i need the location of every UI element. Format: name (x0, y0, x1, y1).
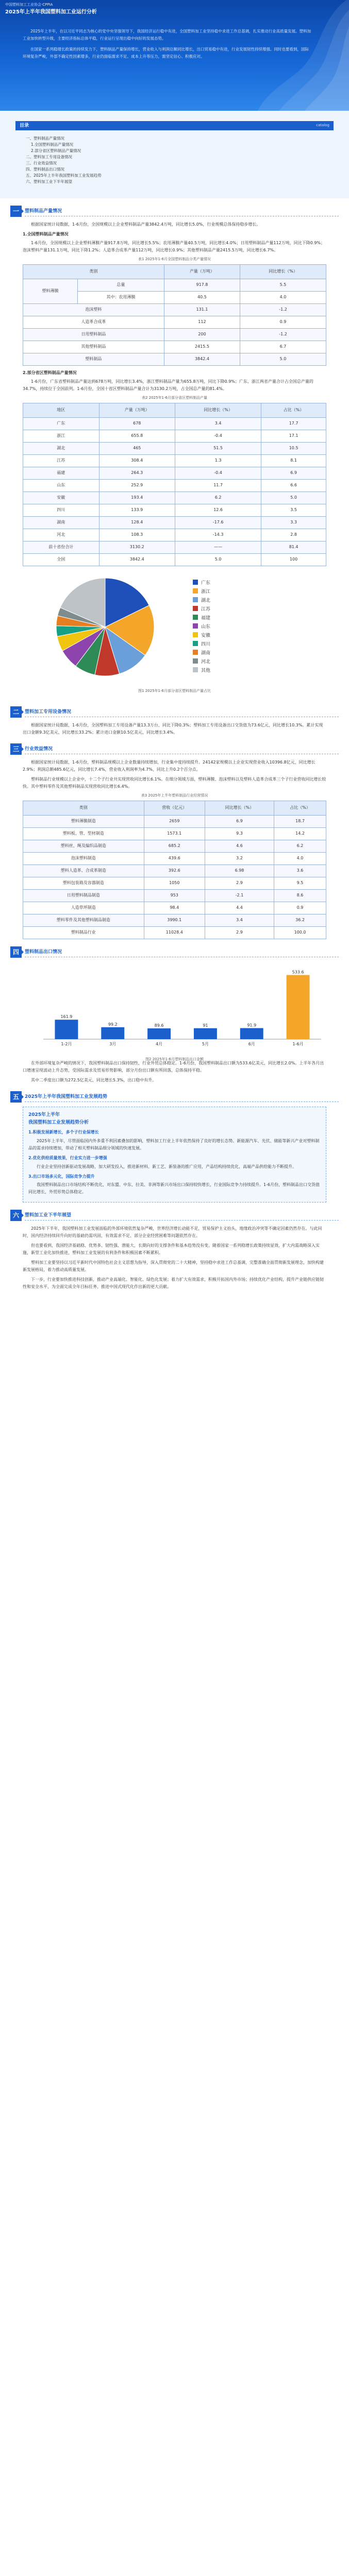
section-header (10, 1091, 339, 1103)
table-cell: 四川 (23, 504, 99, 516)
table-cell: 前十省份合计 (23, 541, 99, 553)
province-pie-chart (23, 570, 326, 684)
table-cell: 3842.4 (99, 553, 175, 566)
legend-label: 湖南 (201, 650, 211, 656)
table-header-cell: 占比（%） (274, 801, 326, 816)
table-row (23, 865, 326, 877)
table-row (23, 840, 326, 853)
trend-box-subtitle: 我国塑料加工业发展趋势分析 (28, 1120, 89, 1125)
table-cell: 塑料包装箱及容器制造 (23, 877, 144, 890)
table-cell: 11.7 (175, 479, 261, 492)
catalog-item[interactable]: 六、塑料加工业下半年展望 (26, 179, 72, 184)
paragraph: 1-6月份，全国规模以上企业塑料薄膜产量917.8万吨，同比增长5.5%；农用薄膜产量40.5万吨，同比增长4.0%；日用塑料制品产量112万吨，同比下降0.9%；泡沫塑料产量131.1万吨，同比下降1.2%；人造革合成革产量112万吨，同比增长0.9%；其他塑料制品产量2415.5万吨，同比增长6.7%。 (23, 240, 325, 252)
table-caption: 表1 2025年1-6月全国塑料制品分类产量情况 (138, 257, 211, 261)
table-cell: 塑料制品 (23, 353, 164, 365)
table-cell: 655.8 (99, 430, 175, 442)
table-cell: 3.2 (205, 853, 274, 865)
table-cell: 塑料丝、绳及编织品制造 (23, 840, 144, 853)
table-cell: 264.3 (99, 467, 175, 479)
table-cell: 133.9 (99, 504, 175, 516)
table-cell: -1.2 (240, 328, 326, 341)
table-cell: 塑料人造革、合成革制造 (23, 865, 144, 877)
section-header (10, 946, 339, 958)
legend-label: 河北 (201, 659, 211, 665)
legend-swatch (193, 588, 198, 594)
legend-label: 山东 (201, 624, 211, 630)
section-body (23, 722, 326, 736)
table-cell: 塑料薄膜制造 (23, 816, 144, 828)
table-cell: 浙江 (23, 430, 99, 442)
table-cell: 全国 (23, 553, 99, 566)
table-row (23, 316, 326, 328)
paragraph: 但也要看到，我国经济基础稳、优势多、韧性强、潜能大，长期向好的支撑条件和基本趋势没有变。随着国家一系列稳增长政策持续显效，扩大内需战略深入实施，新型工业化加快推进，塑料加工业发展的有利条件和积极因素不断累积。 (23, 1243, 320, 1256)
subheading: 1.积极发展新增长，多个子行业保增长 (28, 1129, 99, 1134)
table-cell: -0.4 (175, 467, 261, 479)
production-table (23, 264, 326, 366)
table-cell: -17.6 (175, 516, 261, 529)
table-header-row (23, 403, 326, 417)
table-caption: 表2 2025年1-6月部分省区塑料制品产量 (142, 395, 207, 400)
table-cell: 其中：农用薄膜 (77, 291, 164, 303)
legend-swatch (193, 632, 198, 637)
table-cell: 108.3 (99, 529, 175, 541)
bar-value-label: 99.2 (108, 1022, 118, 1027)
table-cell: 2415.5 (164, 341, 240, 353)
pie-chart-area (23, 570, 326, 699)
table-cell: 1.3 (175, 454, 261, 467)
table-cell: 2.9 (205, 877, 274, 890)
section-number: 六 (10, 1210, 22, 1221)
bar (101, 1027, 124, 1039)
table-cell: -1.2 (240, 303, 326, 316)
table-cell: 14.2 (274, 828, 326, 840)
table-cell: 12.6 (175, 504, 261, 516)
table-row (23, 927, 326, 939)
table-cell: 2659 (144, 816, 205, 828)
province-table (23, 403, 326, 566)
table-cell: 98.4 (144, 902, 205, 914)
table-cell: 5.0 (261, 492, 326, 504)
catalog-item[interactable]: 2.部分省区塑料制品产量情况 (31, 148, 81, 153)
table-cell: 6.2 (175, 492, 261, 504)
table-header-cell: 产量（万吨） (99, 403, 175, 417)
hero-banner (0, 0, 349, 111)
table-cell: 252.9 (99, 479, 175, 492)
table-cell: 3.4 (175, 417, 261, 430)
bar (194, 1028, 217, 1039)
table-cell: 湖北 (23, 442, 99, 454)
subheading: 2.优化供给质量效果，行业实力进一步增强 (28, 1155, 107, 1160)
export-bar-chart (23, 962, 326, 1052)
table-row (23, 454, 326, 467)
catalog-item[interactable]: 一、塑料制品产量情况 (26, 136, 64, 141)
table-cell: 0.9 (240, 316, 326, 328)
table-cell: 81.4 (261, 541, 326, 553)
table-cell: 100 (261, 553, 326, 566)
paragraph: 根据国家统计局数据，1-6月份，全国规模以上企业塑料制品产量3842.4万吨，同比增长5.0%，行业规模总体保持稳步增长。 (31, 222, 261, 227)
table-cell: 4.0 (274, 853, 326, 865)
table-cell: 193.4 (99, 492, 175, 504)
section-title: 塑料加工业下半年展望 (25, 1213, 72, 1218)
table-cell: 17.7 (261, 417, 326, 430)
table-header-row (23, 264, 326, 279)
catalog-title-en: catalog (316, 123, 329, 127)
table-cell: 5.0 (175, 553, 261, 566)
bar-value-label: 161.9 (60, 1014, 73, 1020)
table-header-cell: 营收（亿元） (144, 801, 205, 816)
paragraph: 2025年上半年，尽管面临国内外多重不利因素叠加的影响，塑料加工行业上半年依然保持了良好的增长态势。新能源汽车、光伏、储能等新兴产业对塑料制品的需求持续增加，带动了相关塑料制品细分领域的快速发展。 (28, 1138, 320, 1150)
table-row (23, 303, 326, 316)
paragraph: 根据国家统计局数据，1-6月份，塑料制品规模以上企业数量持续增加，行业集中度持续提升。24142家规模以上企业实现营业收入10396.8亿元，同比增长2.9%；利润总额485.6亿元，同比增长7.4%，营业收入利润率为4.7%，同比上升0.2个百分点。 (23, 759, 315, 772)
legend-swatch (193, 606, 198, 611)
table-row (23, 914, 326, 927)
table-cell: 10.5 (261, 442, 326, 454)
table-header-cell: 同比增长（%） (240, 264, 326, 279)
paragraph: 塑料加工业要坚持以习近平新时代中国特色社会主义思想为指导，深入贯彻党的二十大精神，坚持稳中求进工作总基调，完整准确全面贯彻新发展理念，加快构建新发展格局，着力推动高质量发展。 (23, 1260, 324, 1273)
table-cell: 日用塑料制品 (23, 328, 164, 341)
legend-label: 湖北 (201, 598, 211, 603)
bar (55, 1020, 78, 1039)
intro-paragraph: 2025年上半年，在以习近平同志为核心的党中央坚强领导下，我国经济运行稳中有进，全国塑料加工业坚持稳中求进工作总基调，扎实推动行业高质量发展。塑料加工业加快转型升级，主要经济指标总体平稳，行业运行呈现出稳中向好的发展态势。 (23, 29, 311, 41)
section-header (10, 743, 339, 755)
section-body (23, 759, 326, 939)
paragraph: 1-6月份，广东省塑料制品产量达到678万吨，同比增长3.4%，浙江塑料制品产量为655.8万吨，同比下降0.9%；广东、浙江两省产量合计占全国总产量的34.7%，持续位于全国前列。1-6月份，全国十省区塑料制品产量合计为3130.2万吨，占全国总产量的81.4%。 (23, 379, 313, 391)
table-cell: -2.1 (205, 890, 274, 902)
table-cell: 9.5 (274, 877, 326, 890)
table-cell: 0.9 (274, 902, 326, 914)
table-row (23, 541, 326, 553)
table-row (23, 890, 326, 902)
paragraph: 其中二季度出口额为272.5亿美元，同比增长5.3%，出口稳中有升。 (31, 1078, 157, 1083)
table-cell: 51.5 (175, 442, 261, 454)
org-name: 中国塑料加工工业协会·CPPIA (5, 3, 53, 7)
table-cell: —— (175, 541, 261, 553)
table-row (23, 467, 326, 479)
legend-label: 四川 (201, 641, 211, 647)
table-row (23, 853, 326, 865)
table-cell: 塑料零件及其他塑料制品制造 (23, 914, 144, 927)
table-cell: 6.9 (205, 816, 274, 828)
table-caption: 表3 2025年上半年塑料制品行业经营情况 (141, 793, 208, 798)
section-title: 塑料加工专用设备情况 (25, 709, 72, 715)
table-cell: 18.7 (274, 816, 326, 828)
legend-swatch (193, 650, 198, 655)
bar-value-label: 91 (203, 1023, 208, 1028)
catalog-bar (15, 121, 334, 130)
table-cell: 112 (164, 316, 240, 328)
table-row (23, 516, 326, 529)
catalog-title: 目录 (20, 123, 29, 128)
table-cell: 6.6 (261, 479, 326, 492)
table-header-row (23, 801, 326, 816)
intro-text (23, 28, 311, 63)
table-row (23, 529, 326, 541)
x-tick-label: 6月 (248, 1042, 255, 1047)
section-title: 塑料制品出口情况 (25, 950, 62, 955)
paragraph: 塑料制品行业规模以上企业中，十二个子行业共实现营收同比增长6.1%。在细分领域方面，塑料薄膜、泡沫塑料以及塑料人造革合成革三个子行业营收同比增长较快。其中塑料零件及其他塑料制品实现营收同比增长6.4%。 (23, 776, 326, 789)
table-cell: 439.6 (144, 853, 205, 865)
table-cell: 塑料制品行业 (23, 927, 144, 939)
legend-swatch (193, 580, 198, 585)
x-tick-label: 4月 (156, 1042, 163, 1047)
chart-caption: 图2 2025年1-6月塑料制品出口金额 (145, 1057, 204, 1061)
legend-swatch (193, 623, 198, 629)
x-tick-label: 1-2月 (61, 1042, 72, 1047)
subheading: 1.全国塑料制品产量情况 (23, 232, 69, 236)
legend-swatch (193, 658, 198, 664)
chart-caption: 图1 2025年1-6月部分省区塑料制品产量占比 (138, 688, 211, 693)
bar (147, 1028, 171, 1039)
section-title: 2025年上半年我国塑料加工业发展趋势 (25, 1094, 108, 1100)
table-cell: 山东 (23, 479, 99, 492)
table-row (23, 430, 326, 442)
table-cell: 917.8 (164, 279, 240, 291)
table-header-cell: 同比增长（%） (175, 403, 261, 417)
table-cell: 36.2 (274, 914, 326, 927)
table-cell: 953 (144, 890, 205, 902)
table-cell: 湖南 (23, 516, 99, 529)
section-divider (25, 1220, 339, 1221)
catalog-section (0, 111, 349, 198)
table-cell: 465 (99, 442, 175, 454)
section-header (10, 206, 339, 217)
bar (287, 975, 310, 1040)
table-cell: 6.98 (205, 865, 274, 877)
table-row (23, 341, 326, 353)
table-cell: 3.3 (261, 516, 326, 529)
table-cell: 3130.2 (99, 541, 175, 553)
table-cell: 3990.1 (144, 914, 205, 927)
table-cell: 5.5 (240, 279, 326, 291)
table-row (23, 479, 326, 492)
table-cell: 308.4 (99, 454, 175, 467)
paragraph: 在外部环境复杂严峻的情况下，我国塑料制品出口保持韧性，行业外贸总体稳定。1-6月份，我国塑料制品出口额为533.6亿美元，同比增长2.0%。上半年各月出口增速呈现波动上升态势，受国际需求及贸易形势影响，部分月份出口额有所回落，总体保持平稳。 (23, 1061, 324, 1073)
table-cell: 4.0 (240, 291, 326, 303)
table-cell: 总量 (77, 279, 164, 291)
table-cell: 2.8 (261, 529, 326, 541)
section-number: 一 (10, 206, 22, 217)
section-number: 四 (10, 946, 22, 958)
revenue-table (23, 801, 326, 939)
section-number: 二 (10, 706, 22, 718)
table-cell: 泡沫塑料 (23, 303, 164, 316)
table-cell: 广东 (23, 417, 99, 430)
table-cell: 日用塑料制品制造 (23, 890, 144, 902)
table-cell: 6.9 (261, 467, 326, 479)
table-cell: 2.9 (205, 927, 274, 939)
table-header-cell: 地区 (23, 403, 99, 417)
legend-swatch (193, 597, 198, 602)
legend-label: 浙江 (201, 589, 211, 595)
table-header-cell: 类别 (23, 264, 164, 279)
table-cell: 3.4 (205, 914, 274, 927)
table-cell: 塑料板、管、型材制造 (23, 828, 144, 840)
catalog-item[interactable]: 1.全国塑料制品产量情况 (31, 142, 74, 147)
section-body (23, 221, 326, 566)
section-number: 五 (10, 1091, 22, 1103)
table-header-cell: 占比（%） (261, 403, 326, 417)
legend-label: 江苏 (201, 606, 211, 612)
table-header-cell: 类别 (23, 801, 144, 816)
table-row (23, 902, 326, 914)
legend-label: 其他 (201, 668, 211, 673)
table-cell: 678 (99, 417, 175, 430)
table-cell: 福建 (23, 467, 99, 479)
table-row (23, 504, 326, 516)
section-header (10, 706, 339, 718)
table-row (23, 328, 326, 341)
paragraph: 行业企业坚持创新驱动发展战略，加大研发投入，推进新材料、新工艺、新装备的推广应用，产品结构持续优化，高端产品供给能力不断提升。 (37, 1164, 296, 1169)
table-row (23, 553, 326, 566)
table-cell: 131.1 (164, 303, 240, 316)
table-cell: 8.1 (261, 454, 326, 467)
bar-value-label: 89.6 (154, 1023, 164, 1028)
intro-paragraph: 在国家一系列稳增长政策的持续发力下，塑料制品产量保持增长，营业收入与利润总额同比增长，出口贸易稳中有进，行业发展韧性持续增强。同时也要看到，国际环境复杂严峻，外部不确定性因素增多，行业仍面临需求不足、成本上升等压力，需坚定信心、积极应对。 (23, 46, 309, 59)
table-cell: 3.6 (274, 865, 326, 877)
table-cell: 其他塑料制品 (23, 341, 164, 353)
table-cell: 江苏 (23, 454, 99, 467)
trend-box-title: 2025年上半年 (28, 1112, 60, 1118)
paragraph: 2025年下半年，我国塑料加工业发展面临的外部环境依然复杂严峻，世界经济增长动能不足，贸易保护主义抬头，地缘政治冲突等不确定因素仍然存在。与此同时，国内经济持续回升向好的基础仍需巩固，有效需求不足、部分企业经营困难等问题依然存在。 (23, 1226, 322, 1239)
table-cell: 5.0 (240, 353, 326, 365)
table-cell: 安徽 (23, 492, 99, 504)
catalog-item[interactable]: 五、2025年上半年我国塑料加工业发展趋势 (26, 173, 102, 178)
table-cell: 人造草坪制造 (23, 902, 144, 914)
table-cell: 4.6 (205, 840, 274, 853)
section-number: 三 (10, 743, 22, 755)
table-row (23, 442, 326, 454)
bar (240, 1028, 263, 1039)
table-cell: 1573.1 (144, 828, 205, 840)
legend-swatch (193, 615, 198, 620)
x-tick-label: 3月 (109, 1042, 117, 1047)
table-cell: 128.4 (99, 516, 175, 529)
section-header (10, 1210, 339, 1221)
table-cell: -0.4 (175, 430, 261, 442)
legend-label: 福建 (201, 615, 211, 621)
table-cell: 17.1 (261, 430, 326, 442)
table-row (23, 279, 326, 291)
legend-label: 广东 (201, 580, 211, 586)
table-row (23, 828, 326, 840)
table-cell: 685.2 (144, 840, 205, 853)
catalog-item[interactable]: 二、塑料加工专用设备情况 (26, 155, 72, 159)
catalog-item[interactable]: 四、塑料制品出口情况 (26, 167, 64, 172)
table-row (23, 353, 326, 365)
table-cell: 人造革合成革 (23, 316, 164, 328)
paragraph: 我国塑料制品出口市场结构不断优化，对东盟、中东、拉美、非洲等新兴市场出口保持较快增长，行业国际竞争力持续提升。1-6月份，塑料制品出口交货值同比增长，外贸形势总体稳定。 (28, 1182, 320, 1195)
table-cell: 3842.4 (164, 353, 240, 365)
legend-swatch (193, 667, 198, 672)
paragraph: 根据国家统计局数据，1-6月份，全国塑料加工专用设备产量13.3万台，同比下降0.3%；塑料加工专用设备出口交货值为73.6亿元，同比增长10.3%。累计实现出口金额9.3亿美元，同比增长33.2%；累计进口金额10.5亿美元，同比增长3.4%。 (23, 722, 323, 735)
bar-value-label: 533.6 (292, 970, 304, 975)
subheading: 3.出口市场多元化，国际竞争力提升 (28, 1174, 95, 1179)
subheading: 2.部分省区塑料制品产量情况 (23, 370, 77, 375)
paragraph: 下一步，行业要加快推进科技创新，推动产业高端化、智能化、绿色化发展；着力扩大有效需求，积极开拓国内外市场；持续优化产业结构，提升产业链供应链韧性和安全水平，为全面完成全年目标任务、推进中国式现代化作出新的更大贡献。 (23, 1277, 324, 1290)
table-cell: 40.5 (164, 291, 240, 303)
table-cell: 4.4 (205, 902, 274, 914)
table-cell: 9.3 (205, 828, 274, 840)
section-body (23, 1225, 326, 1291)
table-header-cell: 同比增长（%） (205, 801, 274, 816)
table-cell: 泡沫塑料制造 (23, 853, 144, 865)
export-chart-area (23, 962, 326, 1060)
table-cell: 100.0 (274, 927, 326, 939)
x-tick-label: 1-6月 (292, 1042, 304, 1047)
catalog-item[interactable]: 三、行业效益情况 (26, 161, 57, 165)
table-row (23, 417, 326, 430)
table-cell: -14.3 (175, 529, 261, 541)
page-title: 2025年上半年我国塑料加工业运行分析 (5, 9, 97, 15)
section-body (23, 962, 326, 1084)
section-divider (25, 1101, 339, 1102)
section-title: 行业效益情况 (25, 746, 53, 752)
table-cell: 1050 (144, 877, 205, 890)
table-cell: 11028.4 (144, 927, 205, 939)
legend-swatch (193, 641, 198, 646)
legend-label: 安徽 (201, 633, 211, 638)
table-row (23, 492, 326, 504)
table-row (23, 816, 326, 828)
table-cell: 8.6 (274, 890, 326, 902)
table-row (23, 877, 326, 890)
section-title: 塑料制品产量情况 (25, 209, 62, 214)
table-header-cell: 产量（万吨） (164, 264, 240, 279)
table-cell: 6.7 (240, 341, 326, 353)
x-tick-label: 5月 (202, 1042, 209, 1047)
table-cell: 392.6 (144, 865, 205, 877)
trend-box (23, 1107, 326, 1202)
table-cell: 6.2 (274, 840, 326, 853)
table-cell: 塑料薄膜 (23, 279, 78, 303)
table-cell: 3.5 (261, 504, 326, 516)
catalog-list (26, 135, 102, 185)
table-cell: 200 (164, 328, 240, 341)
table-cell: 河北 (23, 529, 99, 541)
bar-value-label: 91.9 (247, 1023, 257, 1028)
